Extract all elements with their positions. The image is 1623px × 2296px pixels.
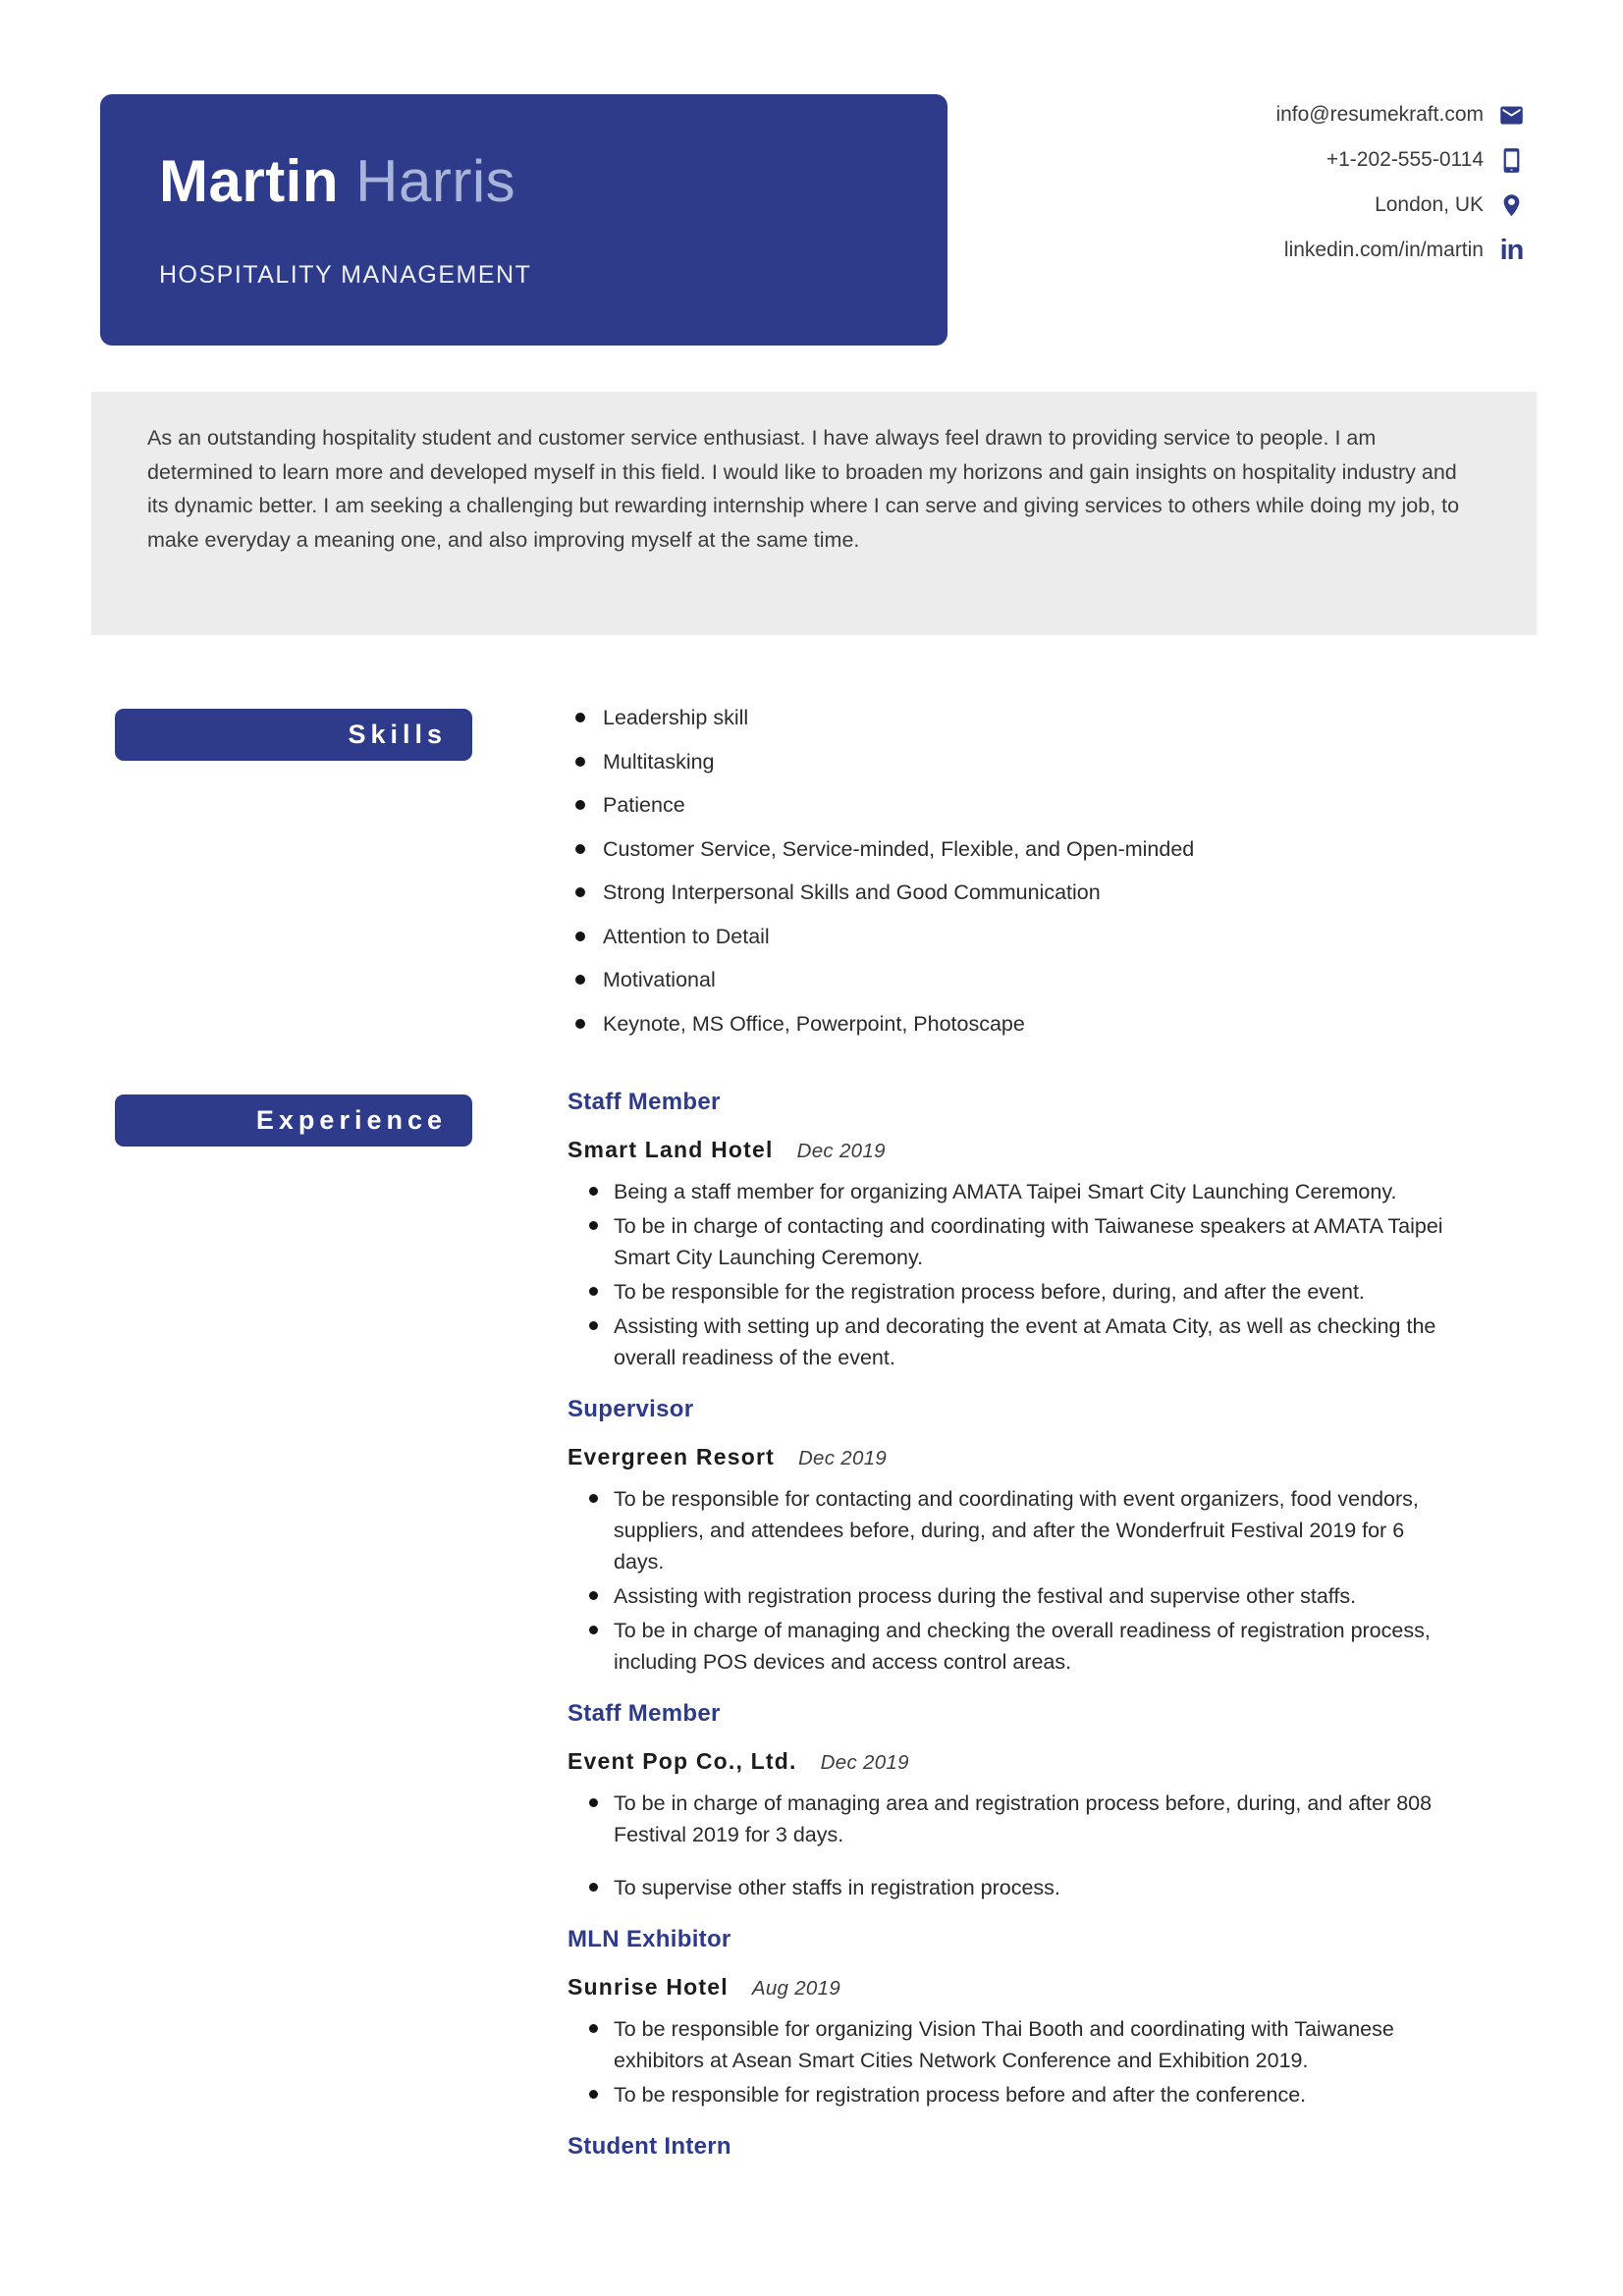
bullet-dot — [589, 2024, 598, 2033]
bullet-dot — [589, 1494, 598, 1503]
job-bullet-text: Assisting with registration process during the festival and supervise other staffs. — [614, 1584, 1357, 1608]
experience-entry — [568, 1699, 1456, 1903]
job-bullet-text: To be in charge of contacting and coordinating with Taiwanese speakers at AMATA Taipei Smart City Launching Ceremony. — [614, 1214, 1443, 1269]
job-bullet — [589, 1210, 1456, 1273]
company-name: Evergreen Resort — [568, 1444, 775, 1469]
job-bullet-list — [568, 2013, 1456, 2110]
person-name — [159, 148, 908, 214]
experience-entry — [568, 1395, 1456, 1678]
contact-linkedin — [1275, 228, 1525, 273]
bullet-dot — [575, 800, 585, 810]
job-date: Aug 2019 — [751, 1977, 841, 2000]
contact-phone — [1275, 137, 1525, 183]
bullet-dot — [575, 932, 585, 941]
job-bullet-text: To be responsible for the registration process before, during, and after the event. — [614, 1280, 1365, 1304]
phone-text: +1-202-555-0114 — [1325, 148, 1484, 171]
profession-title: HOSPITALITY MANAGEMENT — [159, 261, 532, 289]
job-bullet-text: To be responsible for organizing Vision Thai Booth and coordinating with Taiwanese exhibitors at Asean Smart Cities Network Conference and Exhibition 2019. — [614, 2017, 1394, 2072]
skills-list — [575, 703, 1194, 1052]
company-name: Sunrise Hotel — [568, 1974, 729, 2000]
skill-item — [575, 965, 1194, 1009]
company-name: Event Pop Co., Ltd. — [568, 1748, 797, 1774]
bullet-dot — [589, 1287, 598, 1296]
job-bullet — [589, 1176, 1456, 1207]
experience-entry — [568, 1925, 1456, 2110]
company-line — [568, 1135, 1456, 1168]
contact-block — [1275, 92, 1525, 273]
job-role: MLN Exhibitor — [568, 1926, 731, 1952]
job-bullet-text: To be in charge of managing and checking the overall readiness of registration process, including POS devices and access control areas. — [614, 1619, 1431, 1674]
job-bullet — [589, 1580, 1456, 1612]
company-line — [568, 1972, 1456, 2005]
job-date: Dec 2019 — [796, 1140, 886, 1162]
skill-label: Motivational — [603, 968, 716, 991]
bullet-dot — [575, 1019, 585, 1029]
skill-item — [575, 834, 1194, 879]
skill-label: Keynote, MS Office, Powerpoint, Photoscape — [603, 1011, 1025, 1036]
job-bullet-list — [568, 1788, 1456, 1903]
job-bullet-list — [568, 1483, 1456, 1678]
job-bullet — [589, 2079, 1456, 2110]
job-role: Supervisor — [568, 1396, 694, 1422]
bullet-dot — [575, 844, 585, 854]
job-bullet — [589, 1483, 1456, 1577]
experience-title: Experience — [255, 1105, 447, 1135]
job-bullet — [589, 2013, 1456, 2076]
first-name: Martin — [159, 148, 339, 214]
email-text: info@resumekraft.com — [1275, 103, 1484, 126]
contact-email — [1275, 92, 1525, 137]
skill-item — [575, 747, 1194, 791]
bullet-dot — [575, 757, 585, 767]
last-name: Harris — [355, 148, 516, 214]
experience-list — [568, 1088, 1456, 2183]
experience-section-header — [115, 1095, 472, 1147]
job-bullet — [589, 1788, 1456, 1850]
job-role: Staff Member — [568, 1700, 721, 1727]
experience-entry — [568, 2132, 1456, 2162]
job-bullet — [589, 1310, 1456, 1373]
job-bullet-list — [568, 1176, 1456, 1373]
skill-item — [575, 790, 1194, 834]
job-bullet — [589, 1276, 1456, 1308]
job-bullet-text: To supervise other staffs in registration process. — [614, 1876, 1060, 1899]
linkedin-text: linkedin.com/in/martin — [1283, 239, 1484, 261]
location-icon — [1498, 192, 1525, 219]
skills-section-header — [115, 709, 472, 761]
company-line — [568, 1442, 1456, 1475]
job-bullet-text: To be in charge of managing area and registration process before, during, and after 808 Festival 2019 for 3 days. — [614, 1791, 1433, 1846]
experience-entry — [568, 1088, 1456, 1373]
phone-icon — [1498, 147, 1525, 174]
bullet-dot — [589, 1187, 598, 1196]
job-role: Student Intern — [568, 2133, 731, 2160]
skill-item — [575, 1009, 1194, 1053]
job-date: Dec 2019 — [820, 1751, 909, 1774]
company-name: Smart Land Hotel — [568, 1137, 774, 1162]
linkedin-icon: in — [1499, 234, 1524, 266]
bullet-dot — [589, 1798, 598, 1807]
summary-text: As an outstanding hospitality student and customer service enthusiast. I have always feel drawn to providing service to people. I am determined to learn more and developed myself in this field. I would like to broaden my horizons and gain insights on hospitality industry and its dynamic better. I am seeking a challenging but rewarding internship where I can serve and giving services to others while doing my job, to make everyday a meaning one, and also improving myself at the same time. — [147, 426, 1460, 552]
skill-label: Strong Interpersonal Skills and Good Communication — [603, 881, 1101, 904]
bullet-dot — [589, 1626, 598, 1634]
job-bullet — [589, 1615, 1456, 1678]
bullet-dot — [589, 1321, 598, 1330]
skill-label: Multitasking — [603, 749, 715, 774]
skill-item — [575, 703, 1194, 747]
job-bullet-text: To be responsible for registration process before and after the conference. — [614, 2083, 1307, 2107]
bullet-dot — [575, 887, 585, 897]
summary-section — [91, 392, 1537, 635]
job-bullet-text: To be responsible for contacting and coordinating with event organizers, food vendors, suppliers, and attendees before, during, and after the Wonderfruit Festival 2019 for 6 days. — [614, 1487, 1419, 1574]
bullet-dot — [589, 2090, 598, 2099]
skill-label: Customer Service, Service-minded, Flexible, and Open-minded — [603, 836, 1195, 861]
skill-label: Patience — [603, 793, 685, 817]
bullet-dot — [575, 975, 585, 985]
job-date: Dec 2019 — [797, 1447, 888, 1469]
company-line — [568, 1746, 1456, 1780]
contact-location — [1275, 183, 1525, 228]
mail-icon — [1498, 102, 1525, 129]
job-bullet-text: Assisting with setting up and decorating the event at Amata City, as well as checking the overall readiness of the event. — [614, 1314, 1436, 1369]
bullet-dot — [589, 1591, 598, 1600]
bullet-dot — [575, 713, 585, 722]
bullet-dot — [589, 1883, 598, 1892]
job-role: Staff Member — [568, 1089, 721, 1115]
job-bullet-text: Being a staff member for organizing AMATA Taipei Smart City Launching Ceremony. — [614, 1180, 1397, 1203]
job-bullet — [589, 1872, 1456, 1903]
skill-item — [575, 878, 1194, 922]
skill-label: Leadership skill — [603, 706, 749, 729]
location-text: London, UK — [1375, 193, 1484, 216]
bullet-dot — [589, 1221, 598, 1230]
name-banner — [100, 94, 947, 346]
skills-title: Skills — [348, 720, 447, 749]
skill-label: Attention to Detail — [603, 924, 770, 948]
skill-item — [575, 922, 1194, 966]
